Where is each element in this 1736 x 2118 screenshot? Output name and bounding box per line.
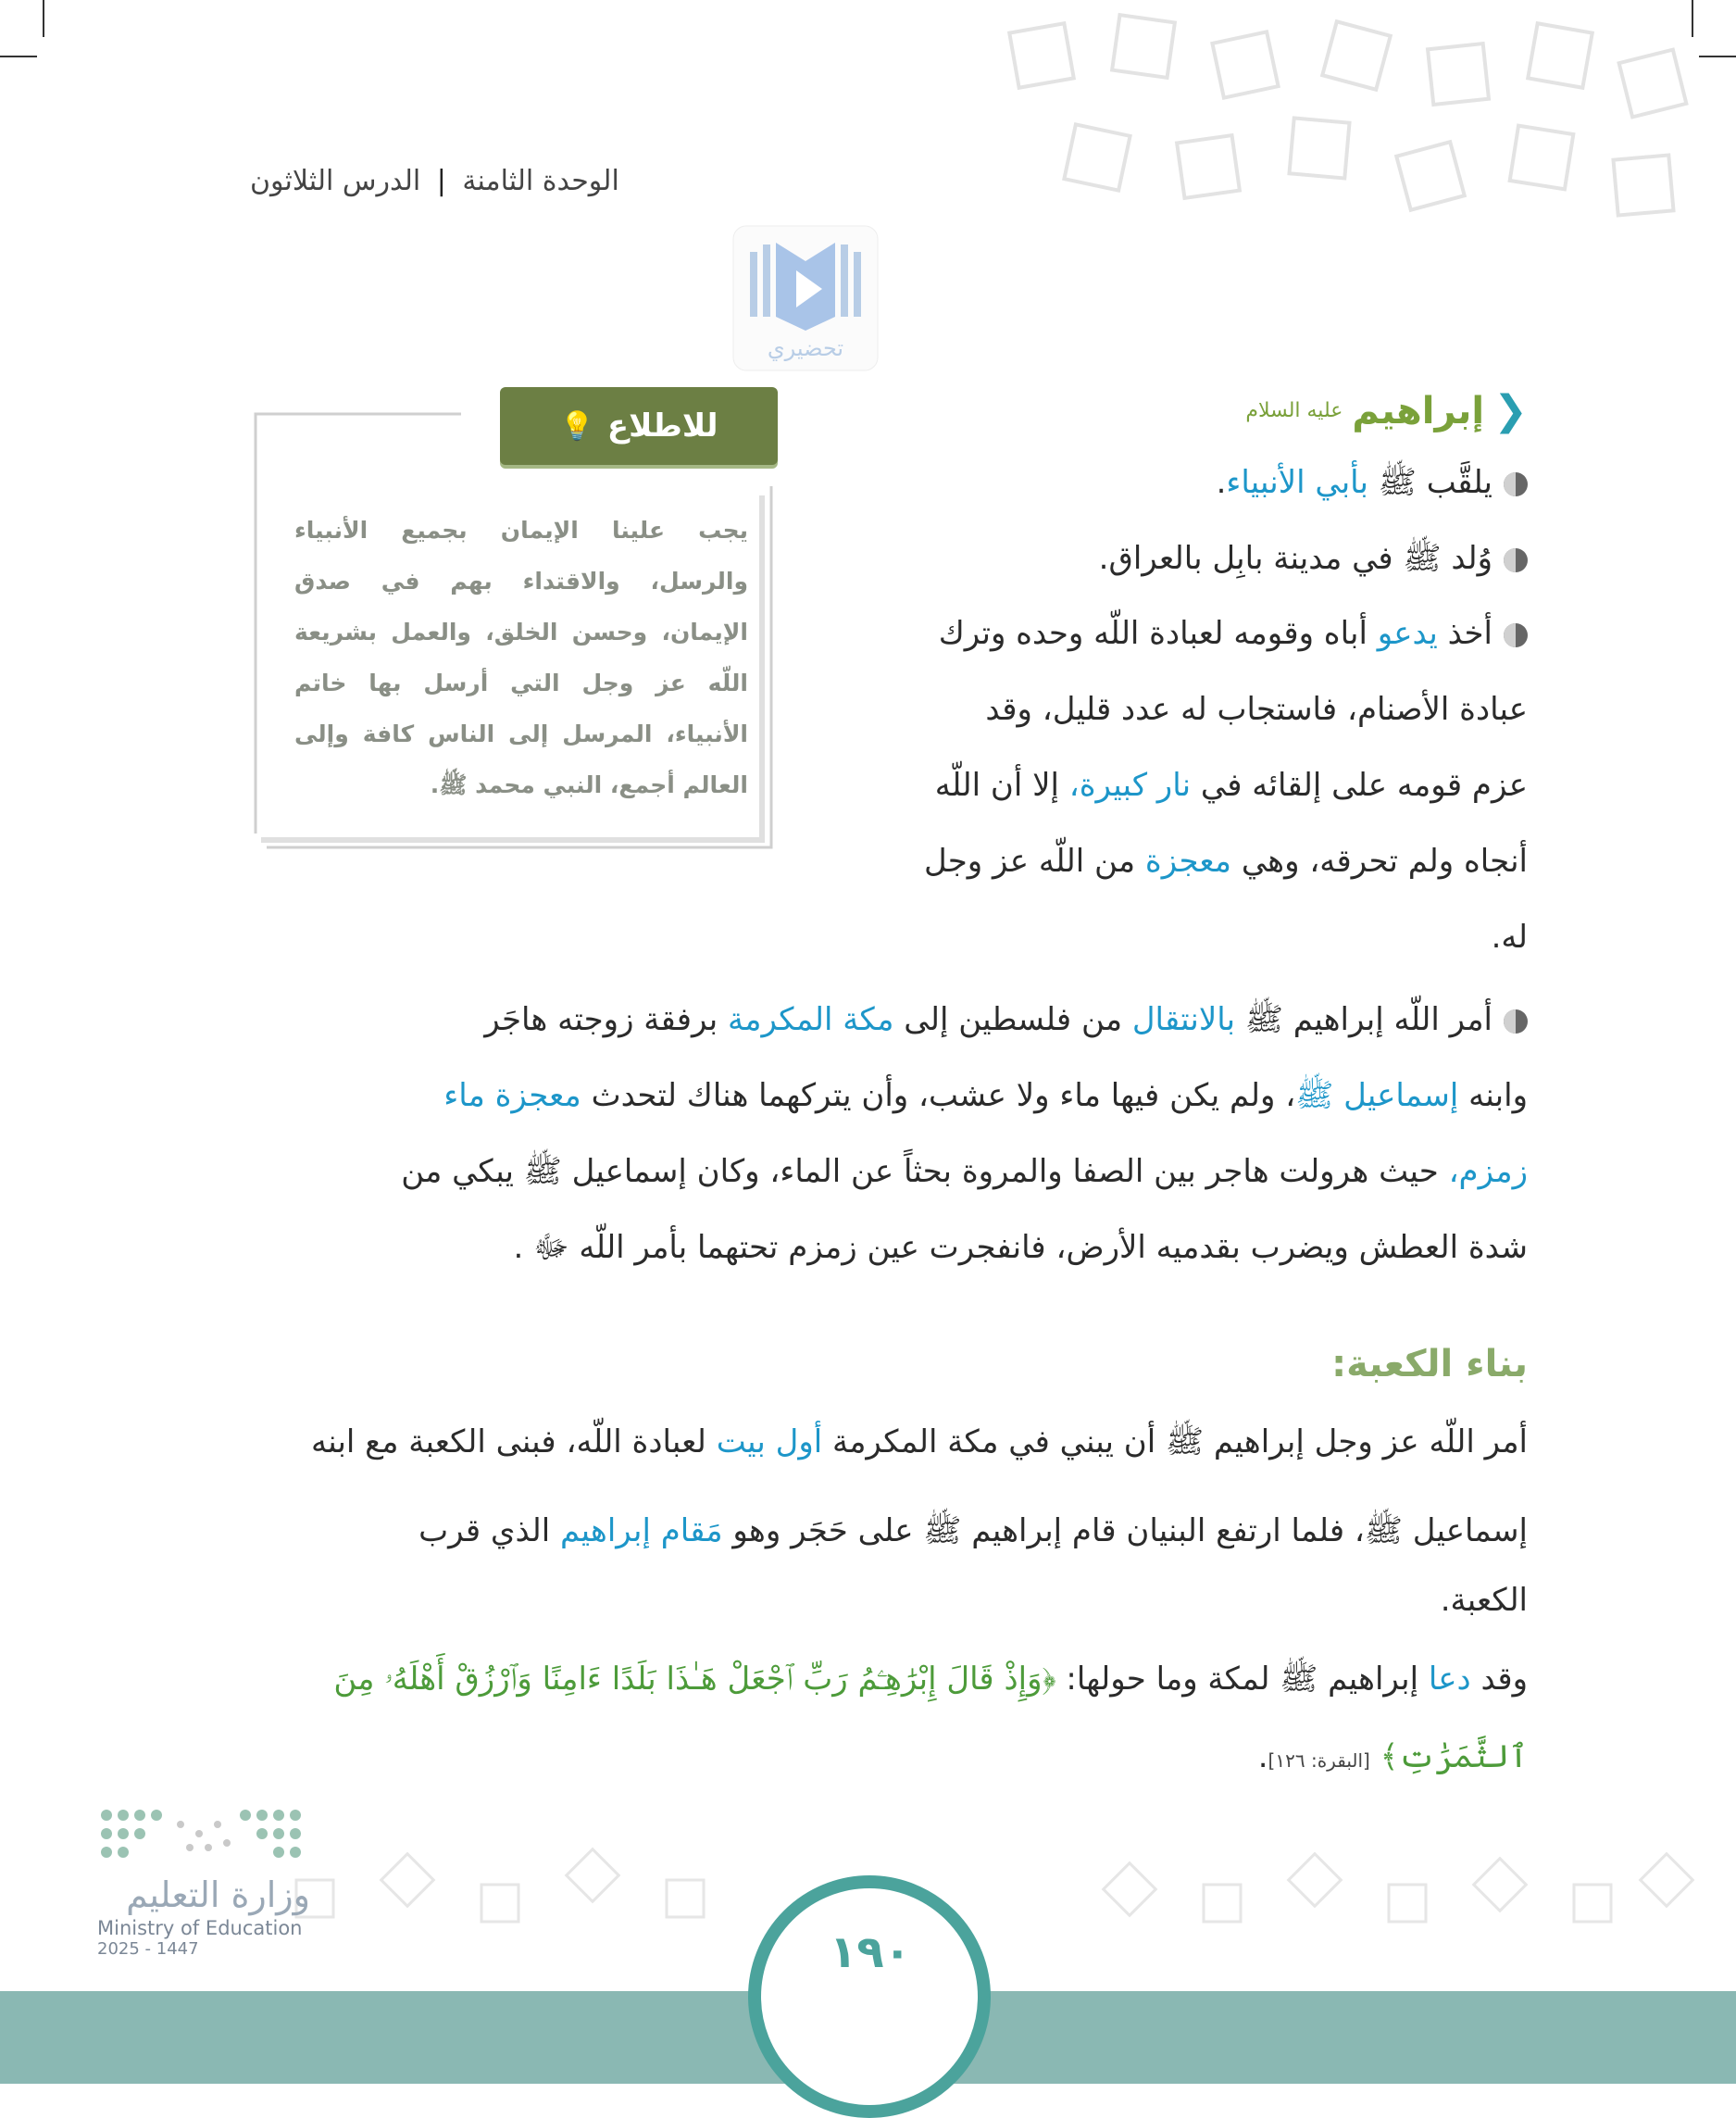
para1-line: له. — [1491, 919, 1528, 956]
para2-line: أمر اللّه إبراهيم ﷺ بالانتقال من فلسطين إلى مكة المكرمة برفقة زوجته هاجَر — [484, 1000, 1528, 1046]
para1-line: عزم قومه على إلقائه في نار كبيرة، إلا أن اللّه — [934, 767, 1528, 804]
bullet-nickname: يلقَّب ﷺ بأبي الأنبياء. — [1217, 463, 1528, 508]
section-title — [1245, 387, 1528, 434]
verse-reference: [البقرة: ١٢٦] — [1268, 1749, 1370, 1772]
honorific-mark: عليه السلام — [1245, 399, 1343, 422]
svg-text:تحضيري: تحضيري — [767, 335, 844, 361]
footer-pattern — [278, 1834, 1713, 1945]
kaaba-line: إسماعيل ﷺ، فلما ارتفع البنيان قام إبراهيم ﷺ على حَجَر وهو مَقام إبراهيم الذي قرب — [418, 1512, 1528, 1549]
bullet-icon — [1504, 623, 1528, 647]
bullet-icon — [1504, 1009, 1528, 1034]
crop-mark — [1692, 0, 1693, 37]
bullet-icon — [1504, 548, 1528, 572]
page-number: ١٩٠ — [830, 1926, 911, 1978]
section-title-text: إبراهيم — [1352, 389, 1485, 432]
para2-line: شدة العطش ويضرب بقدميه الأرض، فانفجرت عين زمزم تحتهما بأمر اللّه ﷻ . — [513, 1229, 1528, 1266]
crop-mark — [1699, 56, 1736, 57]
info-box-title: للاطلاع 💡 — [500, 387, 778, 465]
ministry-name-en: Ministry of Education — [97, 1917, 303, 1939]
crop-mark — [43, 0, 44, 37]
header-separator: | — [436, 165, 446, 197]
quran-verse: ٱلثَّمَرَٰتِ﴾ — [1380, 1738, 1528, 1775]
page-number-badge — [748, 1875, 991, 2118]
info-box-text: يجب علينا الإيمان بجميع الأنبياء والرسل، والاقتداء بهم في صدق الإيمان، وحسن الخلق، والعمل بشريعة اللّه عز وجل التي أرسل بها خاتم الأنبياء، المرسل إلى الناس كافة وإلى العالم أجمع، النبي محمد ﷺ. — [294, 517, 748, 798]
ministry-year: 2025 - 1447 — [97, 1939, 199, 1959]
para1-line: عبادة الأصنام، فاستجاب له عدد قليل، وقد — [985, 691, 1528, 728]
kaaba-line: الكعبة. — [1440, 1582, 1528, 1619]
quran-verse: ﴿وَإِذْ قَالَ إِبْرَٰهِـۧمُ رَبِّ ٱجْعَلْ هَـٰذَا بَلَدًا ءَامِنًا وَٱرْزُقْ أَهْلَهُۥ مِنَ — [333, 1661, 1056, 1698]
ministry-dots-icon — [97, 1806, 310, 1871]
lightbulb-book-icon: 💡 — [559, 409, 594, 443]
kaaba-line: أمر اللّه عز وجل إبراهيم ﷺ أن يبني في مكة المكرمة أول بيت لعبادة اللّه، فبنى الكعبة مع ابنه — [310, 1423, 1528, 1460]
kaaba-title: بناء الكعبة: — [1331, 1343, 1528, 1385]
ministry-name-ar: وزارة التعليم — [126, 1874, 310, 1915]
crop-mark — [0, 56, 37, 57]
page-header — [250, 165, 619, 197]
para2-line: وابنه إسماعيل ﷺ، ولم يكن فيها ماء ولا عشب، وأن يتركهما هناك لتحدث معجزة ماء — [443, 1077, 1528, 1114]
watermark-logo — [731, 224, 880, 372]
para2-line: زمزم، حيث هرولت هاجر بين الصفا والمروة بحثاً عن الماء، وكان إسماعيل ﷺ يبكي من — [401, 1153, 1528, 1190]
para1-line: أنجاه ولم تحرقه، وهي معجزة من اللّه عز وجل — [924, 843, 1528, 880]
ministry-logo — [97, 1806, 319, 1959]
kaaba-line: وقد دعا إبراهيم ﷺ لمكة وما حولها: ﴿وَإِذْ قَالَ إِبْرَٰهِـۧمُ رَبِّ ٱجْعَلْ هَـٰذَا بَلَدًا ءَامِنًا وَٱرْزُقْ أَهْلَهُۥ مِنَ — [333, 1661, 1528, 1698]
unit-label: الوحدة الثامنة — [462, 165, 619, 197]
bullet-birthplace: وُلد ﷺ في مدينة بابِل بالعراق. — [1099, 539, 1528, 584]
chevron-left-icon: ❮ — [1493, 387, 1528, 434]
lesson-label: الدرس الثلاثون — [250, 165, 421, 197]
background-pattern — [977, 0, 1736, 278]
kaaba-line: ٱلثَّمَرَٰتِ﴾ [البقرة: ١٢٦]. — [1257, 1738, 1528, 1775]
bullet-icon — [1504, 472, 1528, 496]
para1-line: أخذ يدعو أباه وقومه لعبادة اللّه وحده وترك — [939, 615, 1528, 652]
